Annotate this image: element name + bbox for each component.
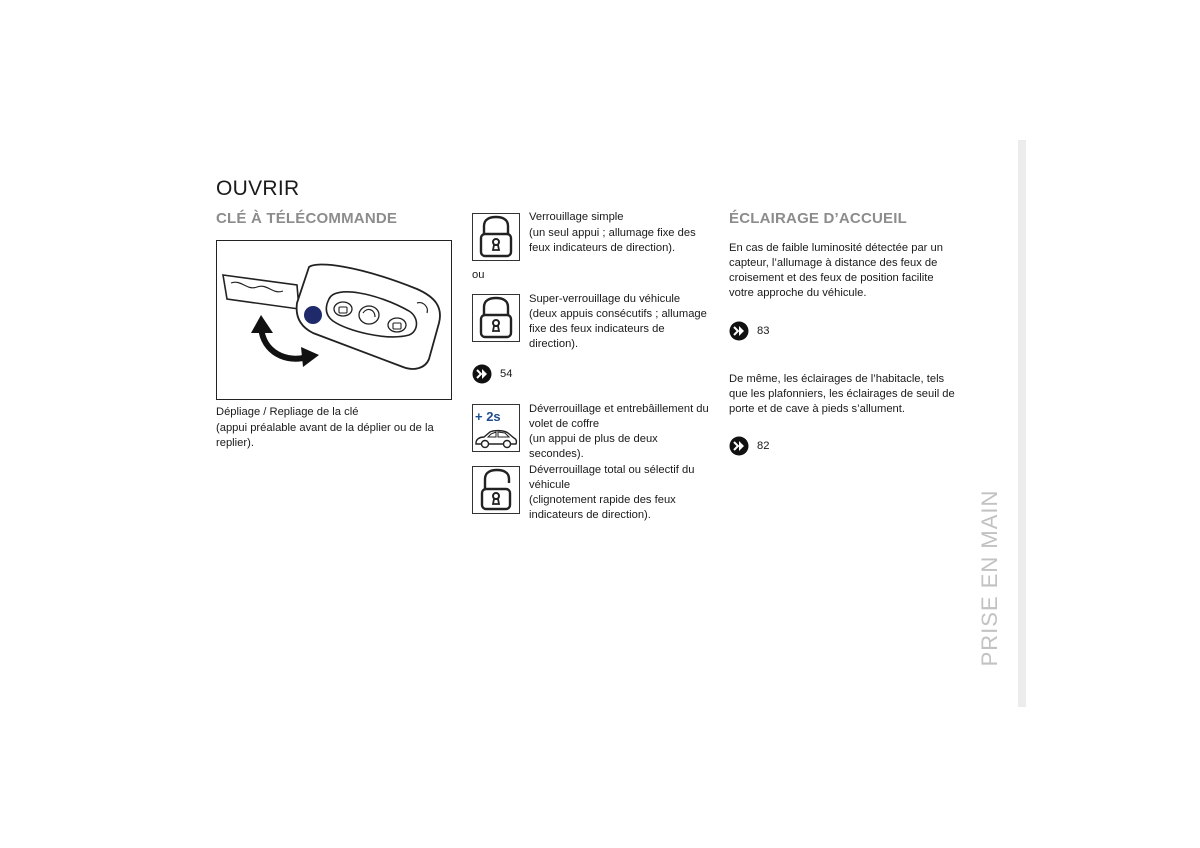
reference-arrow-icon bbox=[729, 436, 749, 456]
key-caption-detail: (appui préalable avant de la déplier ou de la replier). bbox=[216, 422, 434, 449]
lighting-paragraph-2: De même, les éclairages de l’habitacle, tels que les plafonniers, les éclairages de seuil de porte et de cave à pieds s’allument. bbox=[729, 373, 955, 415]
superlock-detail: (deux appuis consécutifs ; allumage fixe des feux indicateurs de direction). bbox=[529, 308, 707, 350]
or-label: ou bbox=[472, 269, 485, 281]
trunk-icon-box bbox=[472, 404, 520, 452]
simple-lock-title: Verrouillage simple bbox=[529, 211, 624, 223]
car-icon bbox=[474, 429, 518, 449]
superlock-title: Super-verrouillage du véhicule bbox=[529, 293, 681, 305]
lighting-section-heading: ÉCLAIRAGE D’ACCUEIL bbox=[729, 210, 907, 227]
padlock-closed-icon bbox=[473, 214, 519, 260]
superlock-icon-box bbox=[472, 294, 520, 342]
folding-key-icon bbox=[217, 241, 450, 398]
trunk-unlock-detail: (un appui de plus de deux secondes). bbox=[529, 433, 658, 460]
reference-number: 82 bbox=[757, 440, 770, 452]
folding-key-illustration bbox=[216, 240, 452, 400]
lighting-paragraph-1: En cas de faible luminosité détectée par un capteur, l’allumage à distance des feux de croisement et des feux de position facilite votre approche du véhicule. bbox=[729, 242, 943, 299]
reference-arrow-icon bbox=[729, 321, 749, 341]
full-unlock-detail: (clignotement rapide des feux indicateurs de direction). bbox=[529, 494, 676, 521]
unlock-icon-box bbox=[472, 466, 520, 514]
side-tab-bar bbox=[1018, 140, 1026, 707]
padlock-open-icon bbox=[473, 467, 519, 513]
page-title: OUVRIR bbox=[216, 177, 300, 200]
page-reference-82[interactable] bbox=[729, 436, 769, 456]
reference-number: 54 bbox=[500, 368, 513, 380]
page-reference-54[interactable] bbox=[472, 364, 512, 384]
lock-icon-box bbox=[472, 213, 520, 261]
reference-arrow-icon bbox=[472, 364, 492, 384]
side-tab-title: PRISE EN MAIN bbox=[977, 489, 1002, 667]
page-reference-83[interactable] bbox=[729, 321, 769, 341]
trunk-unlock-title: Déverrouillage et entrebâillement du volet de coffre bbox=[529, 403, 709, 430]
reference-number: 83 bbox=[757, 325, 770, 337]
simple-lock-detail: (un seul appui ; allumage fixe des feux indicateurs de direction). bbox=[529, 227, 696, 254]
full-unlock-title: Déverrouillage total ou sélectif du véhicule bbox=[529, 464, 695, 491]
two-seconds-badge: + 2s bbox=[475, 409, 501, 424]
key-caption-title: Dépliage / Repliage de la clé bbox=[216, 406, 359, 418]
padlock-closed-icon bbox=[473, 295, 519, 341]
key-section-heading: CLÉ À TÉLÉCOMMANDE bbox=[216, 210, 398, 227]
